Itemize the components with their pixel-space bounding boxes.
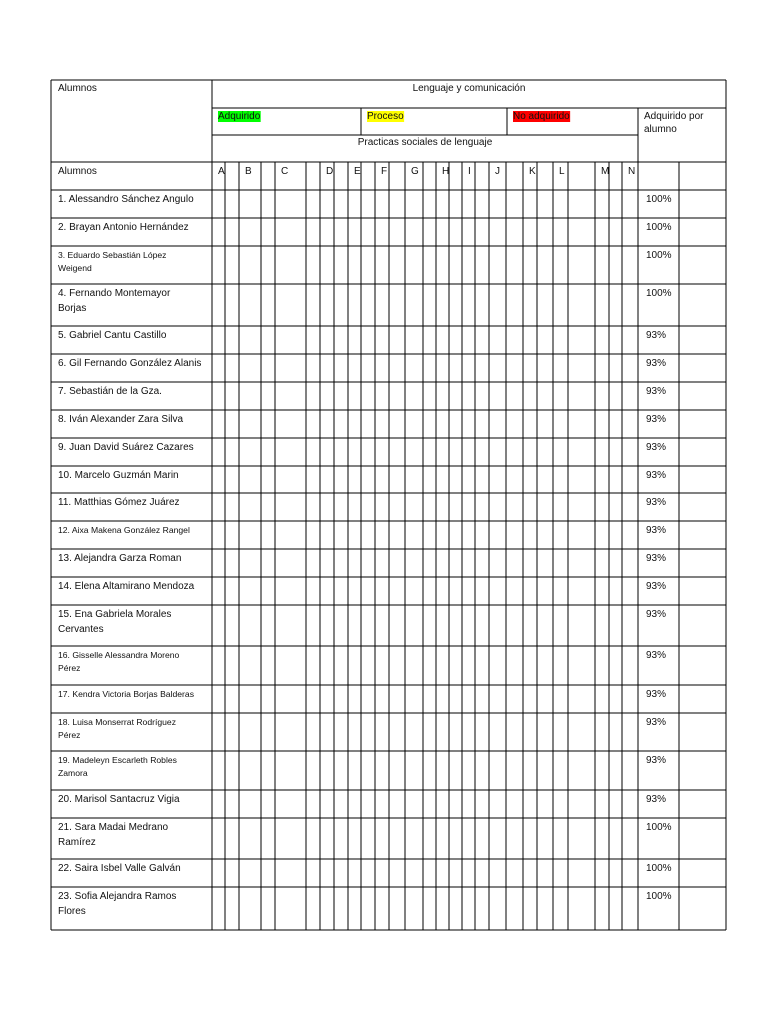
student-percent-9: 93%: [646, 442, 667, 453]
legend-label-2: Proceso: [367, 111, 404, 122]
student-percent-8: 93%: [646, 414, 667, 425]
student-name-21: 21. Sara Madai Medrano: [58, 822, 169, 833]
student-percent-3: 100%: [646, 250, 672, 261]
student-name-8: 8. Iván Alexander Zara Silva: [58, 414, 184, 425]
header-alumnos-label: Alumnos: [58, 83, 97, 94]
area-title: Lenguaje y comunicación: [412, 83, 526, 94]
column-letter-h: H: [442, 166, 450, 177]
column-letter-n: N: [628, 166, 636, 177]
student-name-23-line2: Flores: [58, 906, 86, 917]
student-name-5: 5. Gabriel Cantu Castillo: [58, 330, 167, 341]
student-percent-7: 93%: [646, 386, 667, 397]
student-name-3: 3. Eduardo Sebastián López: [58, 250, 167, 260]
student-percent-1: 100%: [646, 194, 672, 205]
student-name-23: 23. Sofia Alejandra Ramos: [58, 891, 177, 902]
student-name-12: 12. Aixa Makena González Rangel: [58, 525, 190, 535]
student-percent-20: 93%: [646, 794, 667, 805]
column-letter-a: A: [218, 166, 225, 177]
student-percent-16: 93%: [646, 650, 667, 661]
student-name-10: 10. Marcelo Guzmán Marin: [58, 470, 179, 481]
student-name-22: 22. Saira Isbel Valle Galván: [58, 863, 181, 874]
student-name-13: 13. Alejandra Garza Roman: [58, 553, 182, 564]
student-name-11: 11. Matthias Gómez Juárez: [58, 497, 180, 508]
student-name-19-line2: Zamora: [58, 768, 88, 778]
student-name-17: 17. Kendra Victoria Borjas Balderas: [58, 689, 194, 699]
per-student-header: Adquirido por: [644, 111, 704, 122]
student-name-16-line2: Pérez: [58, 663, 81, 673]
student-name-18: 18. Luisa Monserrat Rodríguez: [58, 717, 176, 727]
student-percent-6: 93%: [646, 358, 667, 369]
column-letter-m: M: [601, 166, 610, 177]
student-name-14: 14. Elena Altamirano Mendoza: [58, 581, 195, 592]
student-percent-2: 100%: [646, 222, 672, 233]
column-letter-j: J: [495, 166, 500, 177]
column-letter-d: D: [326, 166, 334, 177]
student-percent-10: 93%: [646, 470, 667, 481]
column-letter-k: K: [529, 166, 536, 177]
per-student-header-line2: alumno: [644, 124, 677, 135]
student-percent-14: 93%: [646, 581, 667, 592]
student-percent-15: 93%: [646, 609, 667, 620]
column-letter-i: I: [468, 166, 471, 177]
student-name-16: 16. Gisselle Alessandra Moreno: [58, 650, 180, 660]
student-percent-17: 93%: [646, 689, 667, 700]
student-name-2: 2. Brayan Antonio Hernández: [58, 222, 189, 233]
student-name-20: 20. Marisol Santacruz Vigia: [58, 794, 180, 805]
student-name-15: 15. Ena Gabriela Morales: [58, 609, 172, 620]
practices-subtitle: Practicas sociales de lenguaje: [357, 137, 493, 148]
column-letter-b: B: [245, 166, 252, 177]
student-percent-21: 100%: [646, 822, 672, 833]
column-letter-l: L: [559, 166, 565, 177]
student-percent-12: 93%: [646, 525, 667, 536]
student-percent-13: 93%: [646, 553, 667, 564]
column-letter-g: G: [411, 166, 419, 177]
column-letter-f: F: [381, 166, 388, 177]
student-name-18-line2: Pérez: [58, 730, 81, 740]
student-name-7: 7. Sebastián de la Gza.: [58, 386, 162, 397]
student-percent-5: 93%: [646, 330, 667, 341]
student-percent-18: 93%: [646, 717, 667, 728]
student-name-4-line2: Borjas: [58, 303, 87, 314]
column-letter-c: C: [281, 166, 289, 177]
student-percent-19: 93%: [646, 755, 667, 766]
student-name-19: 19. Madeleyn Escarleth Robles: [58, 755, 177, 765]
legend-label-1: Adquirido: [218, 111, 261, 122]
column-letter-e: E: [354, 166, 361, 177]
student-name-1: 1. Alessandro Sánchez Angulo: [58, 194, 194, 205]
student-name-6: 6. Gil Fernando González Alanis: [58, 358, 202, 369]
student-name-3-line2: Weigend: [58, 263, 92, 273]
student-percent-11: 93%: [646, 497, 667, 508]
legend-label-3: No adquirido: [513, 111, 570, 122]
student-percent-22: 100%: [646, 863, 672, 874]
column-header-alumnos: Alumnos: [58, 166, 97, 177]
student-name-21-line2: Ramírez: [58, 837, 96, 848]
student-name-4: 4. Fernando Montemayor: [58, 288, 171, 299]
student-percent-4: 100%: [646, 288, 672, 299]
student-name-9: 9. Juan David Suárez Cazares: [58, 442, 194, 453]
student-name-15-line2: Cervantes: [58, 624, 104, 635]
student-percent-23: 100%: [646, 891, 672, 902]
